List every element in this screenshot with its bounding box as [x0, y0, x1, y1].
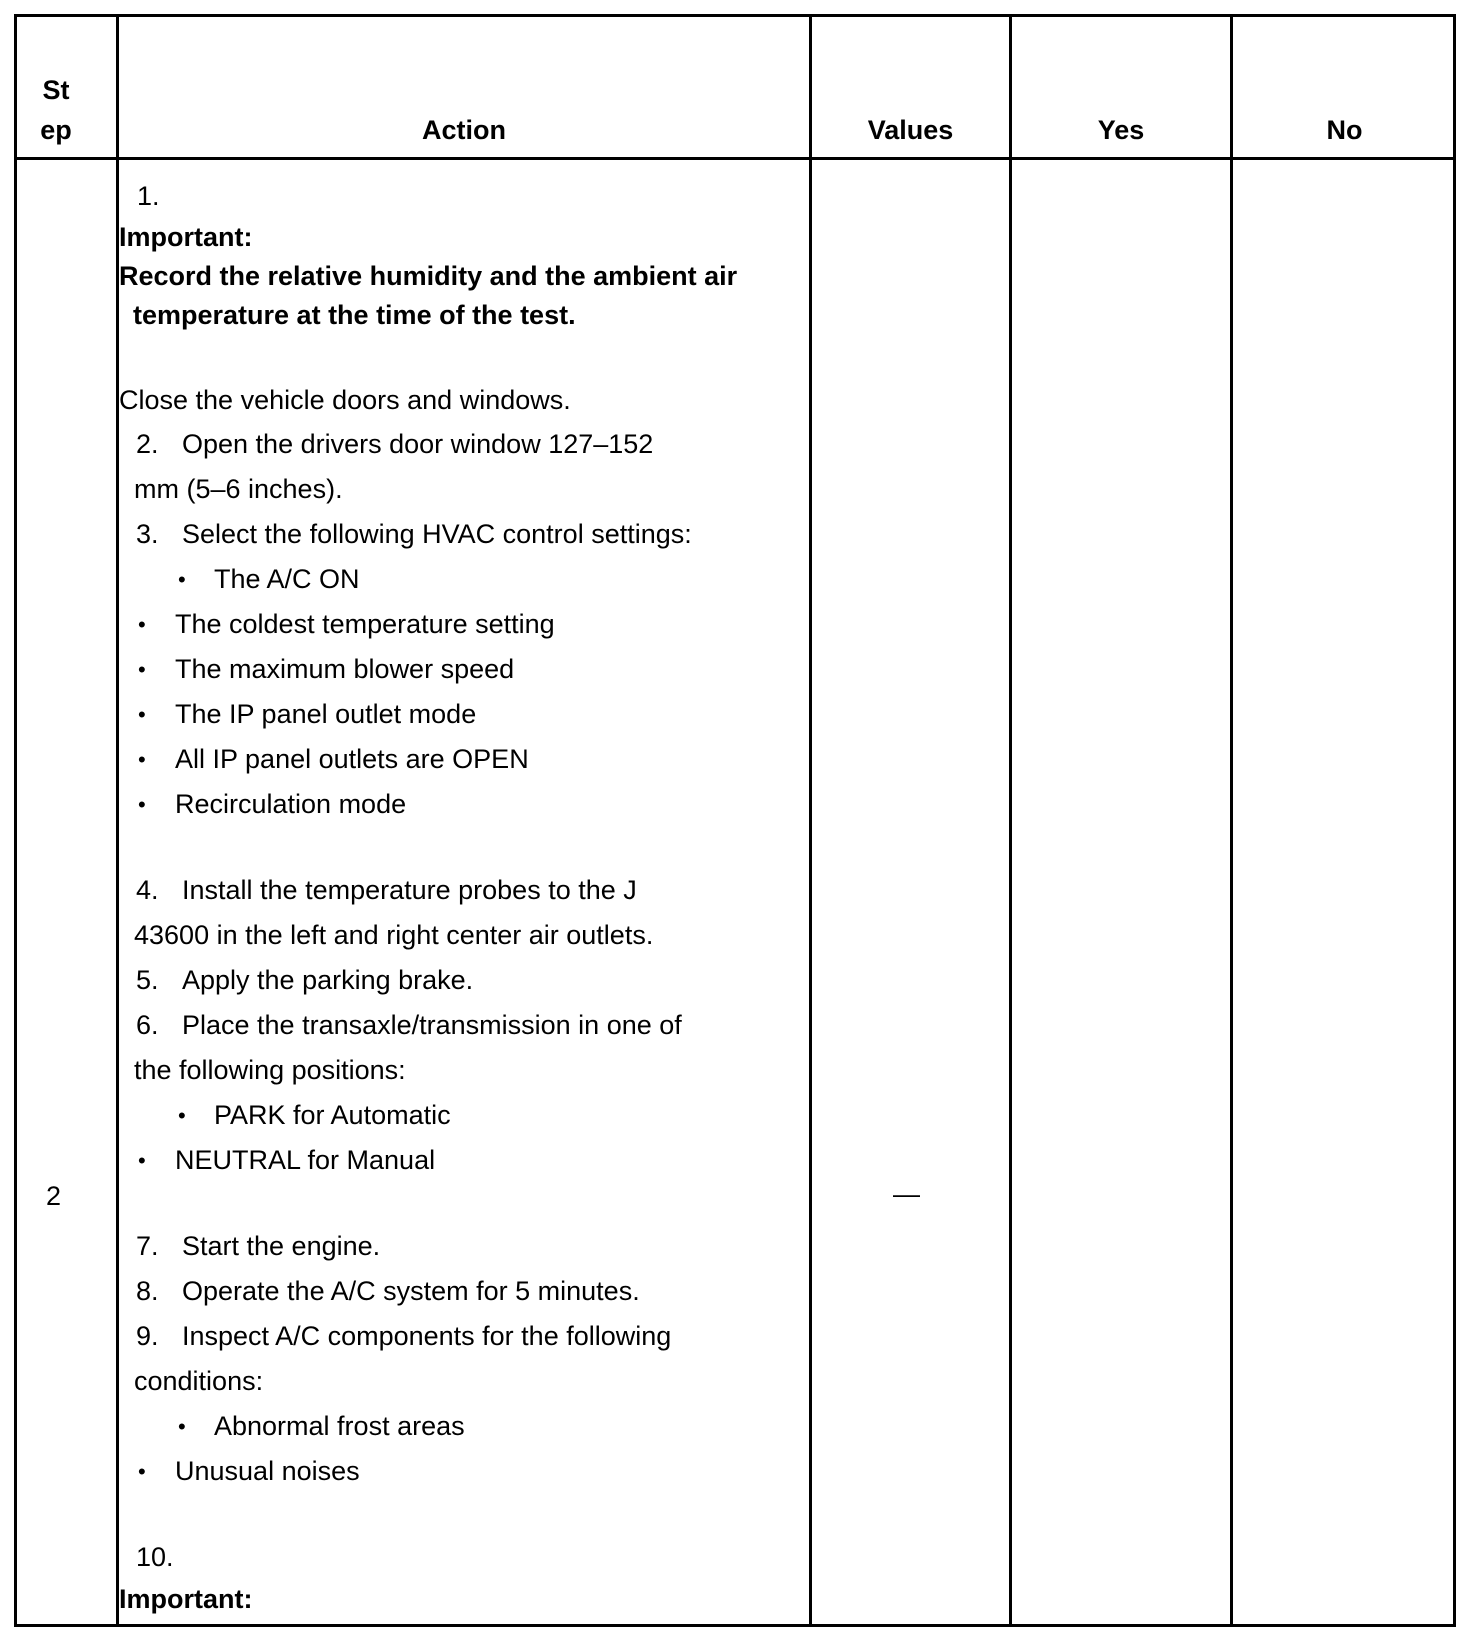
bullet: • — [138, 612, 146, 637]
step-1-number: 1. — [137, 181, 160, 211]
column-divider — [1009, 14, 1012, 1627]
bullet: • — [138, 1148, 146, 1173]
step-5-number: 5. — [136, 965, 159, 995]
step-8-text: Operate the A/C system for 5 minutes. — [182, 1276, 640, 1306]
bullet: • — [138, 1459, 146, 1484]
important-label: Important: — [119, 222, 253, 252]
important-text-line2: temperature at the time of the test. — [133, 300, 576, 330]
list-item: PARK for Automatic — [214, 1100, 451, 1130]
bullet: • — [138, 747, 146, 772]
step-4-number: 4. — [136, 875, 159, 905]
bullet: • — [138, 657, 146, 682]
bullet: • — [178, 1414, 186, 1439]
step-5-text: Apply the parking brake. — [182, 965, 474, 995]
column-divider — [809, 14, 812, 1627]
step-3-number: 3. — [136, 519, 159, 549]
header-no: No — [1326, 115, 1363, 145]
step-4-text-line2: 43600 in the left and right center air outlets. — [134, 920, 654, 950]
bullet: • — [138, 702, 146, 727]
header-action: Action — [422, 115, 506, 145]
header-step: St ep — [40, 75, 72, 145]
step-9-number: 9. — [136, 1321, 159, 1351]
list-item: The IP panel outlet mode — [175, 699, 477, 729]
step-8-number: 8. — [136, 1276, 159, 1306]
step-9-text-line1: Inspect A/C components for the following — [182, 1321, 672, 1351]
header-values: Values — [867, 115, 954, 145]
step-10-number: 10. — [136, 1542, 174, 1572]
list-item: The coldest temperature setting — [175, 609, 555, 639]
step-6-text-line1: Place the transaxle/transmission in one of — [182, 1010, 682, 1040]
bullet: • — [178, 1103, 186, 1128]
step-6-text-line2: the following positions: — [134, 1055, 406, 1085]
list-item: Unusual noises — [175, 1456, 360, 1486]
list-item: All IP panel outlets are OPEN — [175, 744, 529, 774]
column-divider — [1230, 14, 1233, 1627]
step-6-number: 6. — [136, 1010, 159, 1040]
list-item: Abnormal frost areas — [214, 1411, 465, 1441]
list-item: The A/C ON — [214, 564, 360, 594]
header-divider — [14, 157, 1456, 160]
step-2-text-line2: mm (5–6 inches). — [134, 474, 343, 504]
bullet: • — [138, 792, 146, 817]
values-cell: — — [893, 1179, 920, 1209]
header-yes: Yes — [1097, 115, 1145, 145]
list-item: The maximum blower speed — [175, 654, 515, 684]
step-9-text-line2: conditions: — [134, 1366, 264, 1396]
step-7-text: Start the engine. — [182, 1231, 381, 1261]
step-7-number: 7. — [136, 1231, 159, 1261]
important-label-2: Important: — [119, 1584, 253, 1614]
step-number: 2 — [46, 1181, 62, 1211]
step-4-text-line1: Install the temperature probes to the J — [182, 875, 637, 905]
bullet: • — [178, 567, 186, 592]
important-text-line1: Record the relative humidity and the ambient air — [119, 261, 738, 291]
step-1-text: Close the vehicle doors and windows. — [119, 385, 571, 415]
list-item: NEUTRAL for Manual — [175, 1145, 436, 1175]
step-3-text: Select the following HVAC control settings: — [182, 519, 692, 549]
step-2-text-line1: Open the drivers door window 127–152 — [182, 429, 654, 459]
list-item: Recirculation mode — [175, 789, 407, 819]
step-2-number: 2. — [136, 429, 159, 459]
